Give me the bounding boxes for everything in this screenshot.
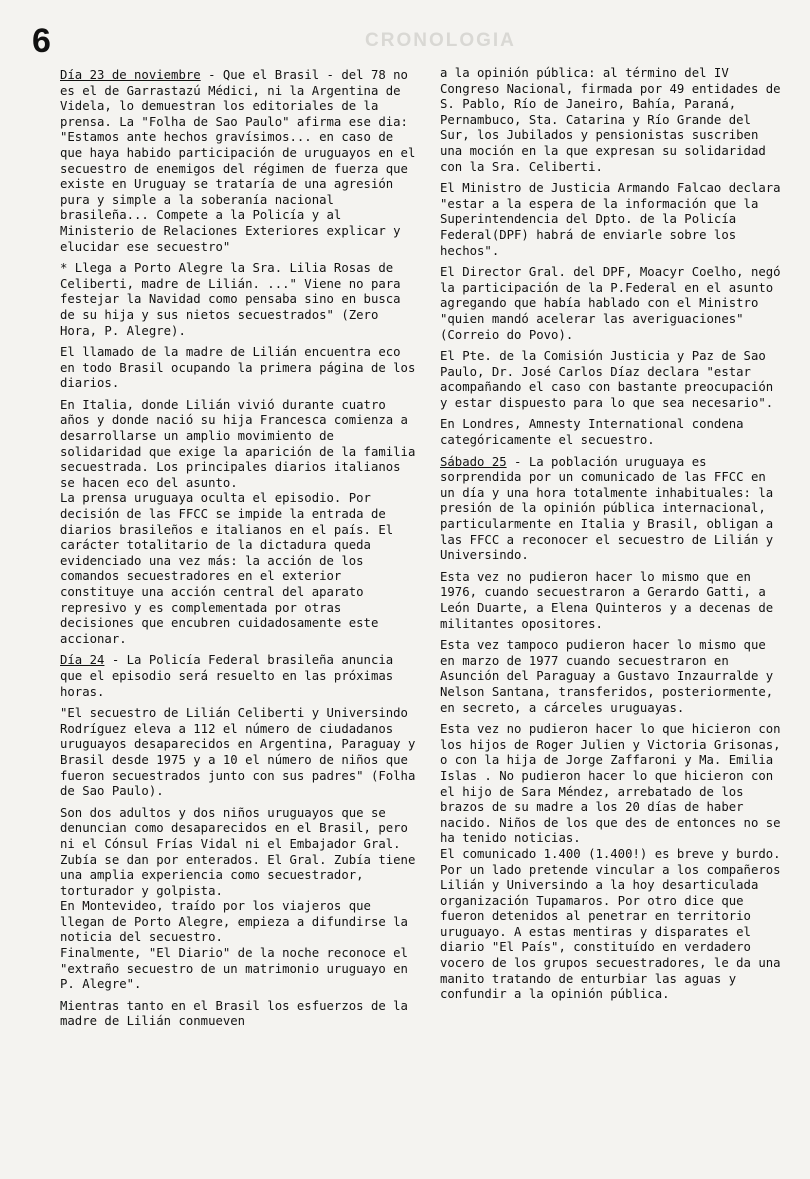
paragraph: En Londres, Amnesty International condena categóricamente el secuestro. — [440, 417, 744, 448]
paragraph: En Montevideo, traído por los viajeros que llegan de Porto Alegre, empieza a difundirse la noticia del secuestro. — [60, 899, 408, 945]
date-heading: Día 24 — [60, 653, 105, 668]
paragraph: Mientras tanto en el Brasil los esfuerzos de la madre de Lilián conmueven — [60, 998, 408, 1029]
right-column — [440, 66, 784, 1009]
paragraph: Esta vez tampoco pudieron hacer lo mismo que en marzo de 1977 cuando secuestraron en Asunción del Paraguay a Gustavo Inzaurralde y Nelson Santana, transferidos, posteriormente, en secreto, a cárceles uruguayas. — [440, 638, 774, 715]
paragraph: Día 24 - La Policía Federal brasileña anuncia que el episodio será resuelto en las próximas horas. — [60, 653, 394, 699]
paragraph: * Llega a Porto Alegre la Sra. Lilia Rosas de Celiberti, madre de Lilián. ..." Viene no para festejar la Navidad como pensaba sino en busca de su hija y sus nietos secuestrados" (Zero Hora, P. Alegre). — [60, 261, 401, 338]
paragraph: El Pte. de la Comisión Justicia y Paz de Sao Paulo, Dr. José Carlos Díaz declara "estar acompañando el caso con bastante preocupación y estar dispuesto para lo que sea necesario". — [440, 349, 774, 410]
paragraph: En Italia, donde Lilián vivió durante cuatro años y donde nació su hija Francesca comienza a desarrollarse un amplio movimiento de solidaridad que exige la aparición de la familia secuestrada. Los principales diarios italianos se hacen eco del asunto. — [60, 397, 416, 490]
ghost-header: CRONOLOGIA — [365, 30, 516, 51]
paragraph: Son dos adultos y dos niños uruguayos que se denuncian como desaparecidos en el Brasil, pero ni el Cónsul Frías Vidal ni el Embajador Gral. Zubía se dan por enterados. El Gral. Zubía tiene una amplia experiencia como secuestrador, torturador y golpista. — [60, 805, 416, 898]
page-number: 6 — [32, 22, 51, 60]
left-column — [60, 68, 416, 1036]
date-heading: Día 23 de noviembre — [60, 68, 201, 82]
paragraph: El Director Gral. del DPF, Moacyr Coelho, negó la participación de la P.Federal en el asunto agregando que había hablado con el Ministro "quien mandó acelerar las averiguaciones"(Correio do Povo). — [440, 265, 781, 342]
paragraph: "El secuestro de Lilián Celiberti y Universindo Rodríguez eleva a 112 el número de ciudadanos uruguayos desaparecidos en Argentina, Paraguay y Brasil desde 1975 y a 10 el número de niños que fueron secuestrados junto con sus padres" (Folha de Sao Paulo). — [60, 706, 416, 799]
paragraph: La prensa uruguaya oculta el episodio. Por decisión de las FFCC se impide la entrada de diarios brasileños e italianos en el país. El carácter totalitario de la dictadura queda evidenciado una vez más: la acción de los comandos secuestradores en el exterior constituye una acción central del aparato represivo y es complementada por otras decisiones que encubren cuidadosamente este accionar. — [60, 491, 394, 646]
paragraph: Sábado 25 - La población uruguaya es sorprendida por un comunicado de las FFCC en un día y una hora totalmente inhabituales: la presión de la opinión pública internacional, particularmente en Italia y Brasil, obligan a las FFCC a reconocer el secuestro de Lilián y Universindo. — [440, 454, 774, 563]
paragraph: a la opinión pública: al término del IV Congreso Nacional, firmada por 49 entidades de S. Pablo, Río de Janeiro, Bahía, Paraná, Pernambuco, Sta. Catarina y Río Grande del Sur, los Jubilados y pensionistas suscriben una moción en la que expresan su solidaridad con la Sra. Celiberti. — [440, 66, 781, 174]
paragraph: El Ministro de Justicia Armando Falcao declara "estar a la espera de la información que la Superintendencia del Dpto. de la Policía Federal(DPF) habrá de enviarle sobre los hechos". — [440, 181, 781, 258]
paragraph: Esta vez no pudieron hacer lo mismo que en 1976, cuando secuestraron a Gerardo Gatti, a León Duarte, a Elena Quinteros y a decenas de militantes opositores. — [440, 569, 774, 631]
paragraph: Finalmente, "El Diario" de la noche reconoce el "extraño secuestro de un matrimonio uruguayo en P. Alegre". — [60, 946, 408, 992]
paragraph: El llamado de la madre de Lilián encuentra eco en todo Brasil ocupando la primera página de los diarios. — [60, 345, 416, 391]
paragraph: Esta vez no pudieron hacer lo que hicieron con los hijos de Roger Julien y Victoria Grisonas, o con la hija de Jorge Zaffaroni y Ma. Emilia Islas . No pudieron hacer lo que hicieron con el hijo de Sara Méndez, arrebatado de los brazos de su madre a los 20 días de haber nacido. Niños de los que des de entonces no se ha tenido noticias. — [440, 722, 781, 846]
paragraph: El comunicado 1.400 (1.400!) es breve y burdo. Por un lado pretende vincular a los compañeros Lilián y Universindo a la hoy desarticulada organización Tupamaros. Por otro dice que fueron detenidos al penetrar en territorio uruguayo. A estas mentiras y disparates el diario "El País", constituído en verdadero vocero de los grupos secuestradores, le da una manito tratando de enturbiar las aguas y confundir a la opinión pública. — [440, 846, 781, 1002]
paragraph: Día 23 de noviembre - Que el Brasil - del 78 no es el de Garrastazú Médici, ni la Argentina de Videla, lo demuestran los editoriales de la prensa. La "Folha de Sao Paulo" afirma ese dia: "Estamos ante hechos gravísimos... en caso de que haya habido participación de uruguayos en el secuestro de enemigos del régimen de fuerza que existe en Uruguay se trataría de una agresión pura y simple a la soberanía nacional brasileña... Compete a la Policía y al Ministerio de Relaciones Exteriores explicar y elucidar ese secuestro" — [60, 68, 416, 254]
date-heading: Sábado 25 — [440, 454, 507, 469]
